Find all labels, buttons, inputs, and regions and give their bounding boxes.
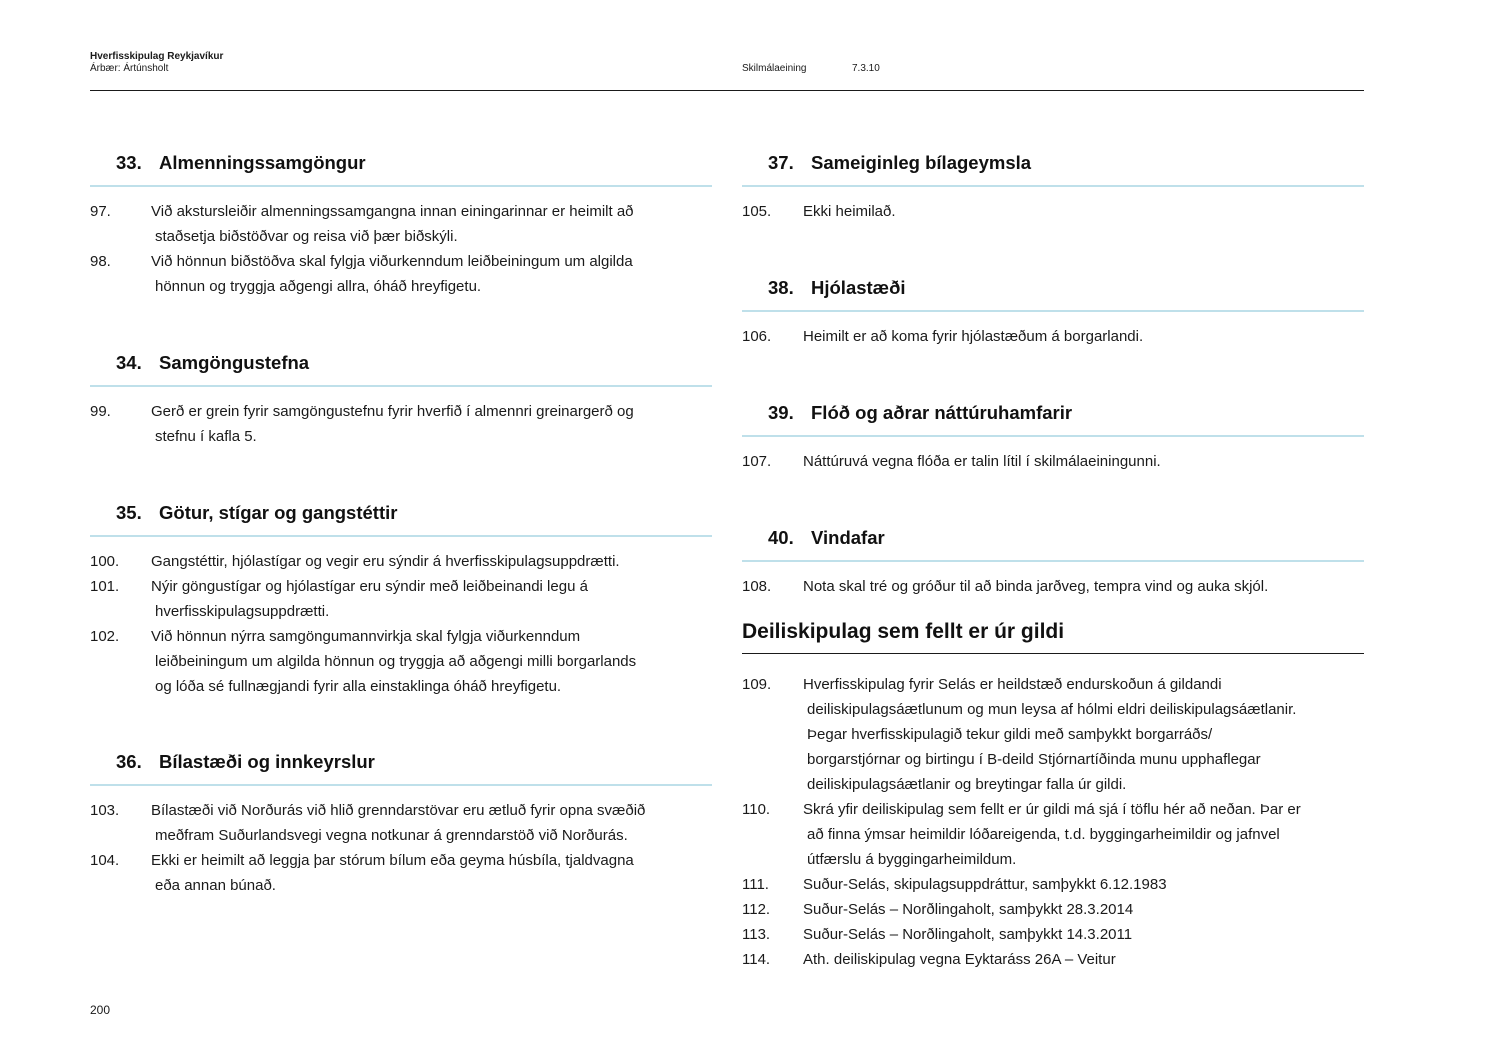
item-number: 98.: [90, 253, 111, 270]
list-item: [90, 848, 712, 898]
section-number: 40.: [768, 526, 794, 548]
section-40: [742, 515, 1364, 599]
list-item: [90, 199, 712, 249]
section-number: 33.: [116, 151, 142, 173]
document-title: Hverfisskipulag Reykjavíkur: [90, 51, 224, 62]
section-number: 7.3.10: [852, 63, 880, 74]
list-item: [90, 798, 712, 848]
section-number: 35.: [116, 501, 142, 523]
list-item: [742, 574, 1364, 599]
section-39: [742, 390, 1364, 474]
section-title: Almenningssamgöngur: [159, 151, 366, 173]
item-number: 110.: [742, 801, 771, 818]
item-text: Ekki er heimilt að leggja þar stórum bílum eða geyma húsbíla, tjaldvagna: [151, 852, 634, 869]
item-text: að finna ýmsar heimildir lóðareigenda, t.d. byggingarheimildir og jafnvel: [807, 826, 1280, 843]
item-text: Náttúruvá vegna flóða er talin lítil í skilmálaeiningunni.: [803, 453, 1161, 470]
item-text: Nýir göngustígar og hjólastígar eru sýndir með leiðbeinandi legu á: [151, 578, 588, 595]
section-heading: [90, 490, 712, 537]
item-text: Skrá yfir deiliskipulag sem fellt er úr gildi má sjá í töflu hér að neðan. Þar er: [803, 801, 1301, 818]
item-text: deiliskipulagsáætlanir og breytingar falla úr gildi.: [807, 776, 1127, 793]
item-text: Við hönnun nýrra samgöngumannvirkja skal fylgja viðurkenndum: [151, 628, 581, 645]
item-number: 109.: [742, 676, 772, 693]
item-text: Suður-Selás, skipulagsuppdráttur, samþykkt 6.12.1983: [803, 876, 1167, 893]
section-heading: [742, 515, 1364, 562]
list-item: [90, 249, 712, 299]
item-text: leiðbeiningum um algilda hönnun og tryggja að aðgengi milli borgarlands: [155, 653, 637, 670]
item-text: Þegar hverfisskipulagið tekur gildi með samþykkt borgarráðs/: [807, 726, 1213, 743]
item-text: Suður-Selás – Norðlingaholt, samþykkt 14.3.2011: [803, 926, 1133, 943]
section-title: Götur, stígar og gangstéttir: [159, 501, 398, 523]
list-item: [90, 624, 712, 699]
section-heading: [90, 340, 712, 387]
item-text: staðsetja biðstöðvar og reisa við þær biðskýli.: [155, 228, 458, 245]
section-label: Skilmálaeining: [742, 63, 807, 74]
section-37: [742, 140, 1364, 224]
list-item: [742, 672, 1364, 797]
item-text: Gangstéttir, hjólastígar og vegir eru sýndir á hverfisskipulagsuppdrætti.: [151, 553, 620, 570]
item-number: 106.: [742, 328, 772, 345]
section-heading: [90, 140, 712, 187]
item-text: Bílastæði við Norðurás við hlið grenndarstövar eru ætluð fyrir opna svæðið: [151, 802, 646, 819]
list-item: [742, 872, 1364, 897]
item-text: stefnu í kafla 5.: [155, 428, 257, 445]
section-heading: [742, 140, 1364, 187]
item-text: hönnun og tryggja aðgengi allra, óháð hreyfigetu.: [155, 278, 482, 295]
item-text: Við hönnun biðstöðva skal fylgja viðurkenndum leiðbeiningum um algilda: [151, 253, 633, 270]
item-text: Nota skal tré og gróður til að binda jarðveg, tempra vind og auka skjól.: [803, 578, 1269, 595]
item-number: 114.: [742, 951, 771, 968]
major-section-deiliskipulag: [742, 616, 1364, 972]
list-item: [742, 922, 1364, 947]
major-section-heading: Deiliskipulag sem fellt er úr gildi: [742, 616, 1364, 654]
list-item: [742, 897, 1364, 922]
section-number: 34.: [116, 351, 142, 373]
section-heading: [90, 739, 712, 786]
item-number: 107.: [742, 453, 772, 470]
item-number: 113.: [742, 926, 771, 943]
item-number: 101.: [90, 578, 120, 595]
list-item: [90, 399, 712, 449]
item-text: Við akstursleiðir almenningssamgangna innan einingarinnar er heimilt að: [151, 203, 634, 220]
item-text: útfærslu á byggingarheimildum.: [807, 851, 1017, 868]
item-text: meðfram Suðurlandsvegi vegna notkunar á grenndarstöð við Norðurás.: [155, 827, 628, 844]
item-text: eða annan búnað.: [155, 877, 276, 894]
item-number: 112.: [742, 901, 771, 918]
item-number: 111.: [742, 876, 769, 893]
page-header: [90, 49, 1364, 91]
section-38: [742, 265, 1364, 349]
item-text: Heimilt er að koma fyrir hjólastæðum á borgarlandi.: [803, 328, 1144, 345]
item-text: hverfisskipulagsuppdrætti.: [155, 603, 330, 620]
list-item: [742, 449, 1364, 474]
section-title: Flóð og aðrar náttúruhamfarir: [811, 401, 1073, 423]
item-text: Gerð er grein fyrir samgöngustefnu fyrir hverfið í almennri greinargerð og: [151, 403, 634, 420]
section-number: 36.: [116, 750, 142, 772]
page-number: 200: [90, 1003, 111, 1017]
section-title: Sameiginleg bílageymsla: [811, 151, 1032, 173]
item-text: Hverfisskipulag fyrir Selás er heildstæð endurskoðun á gildandi: [803, 676, 1222, 693]
section-heading: [742, 390, 1364, 437]
list-item: [742, 947, 1364, 972]
section-title: Bílastæði og innkeyrslur: [159, 750, 375, 772]
list-item: [90, 549, 712, 574]
section-36: [90, 739, 712, 898]
section-title: Samgöngustefna: [159, 351, 310, 373]
section-title: Vindafar: [811, 526, 885, 548]
item-number: 100.: [90, 553, 120, 570]
item-number: 97.: [90, 203, 111, 220]
section-35: [90, 490, 712, 699]
item-text: Suður-Selás – Norðlingaholt, samþykkt 28.3.2014: [803, 901, 1134, 918]
section-number: 37.: [768, 151, 794, 173]
list-item: [742, 199, 1364, 224]
item-number: 102.: [90, 628, 120, 645]
item-number: 108.: [742, 578, 772, 595]
section-heading: [742, 265, 1364, 312]
section-number: 39.: [768, 401, 794, 423]
list-item: [742, 797, 1364, 872]
item-number: 105.: [742, 203, 772, 220]
item-number: 103.: [90, 802, 120, 819]
item-number: 99.: [90, 403, 111, 420]
item-number: 104.: [90, 852, 120, 869]
document-subtitle: Árbær: Ártúnsholt: [90, 63, 169, 74]
item-text: borgarstjórnar og birtingu í B-deild Stjórnartíðinda munu upphaflegar: [807, 751, 1261, 768]
section-title: Hjólastæði: [811, 276, 906, 298]
section-number: 38.: [768, 276, 794, 298]
item-text: deiliskipulagsáætlunum og mun leysa af hólmi eldri deiliskipulagsáætlanir.: [807, 701, 1297, 718]
section-33: [90, 140, 712, 299]
item-text: og lóða sé fullnægjandi fyrir alla einstaklinga óháð hreyfigetu.: [155, 678, 562, 695]
list-item: [742, 324, 1364, 349]
item-text: Ekki heimilað.: [803, 203, 896, 220]
item-text: Ath. deiliskipulag vegna Eyktaráss 26A – Veitur: [803, 951, 1116, 968]
list-item: [90, 574, 712, 624]
section-34: [90, 340, 712, 449]
